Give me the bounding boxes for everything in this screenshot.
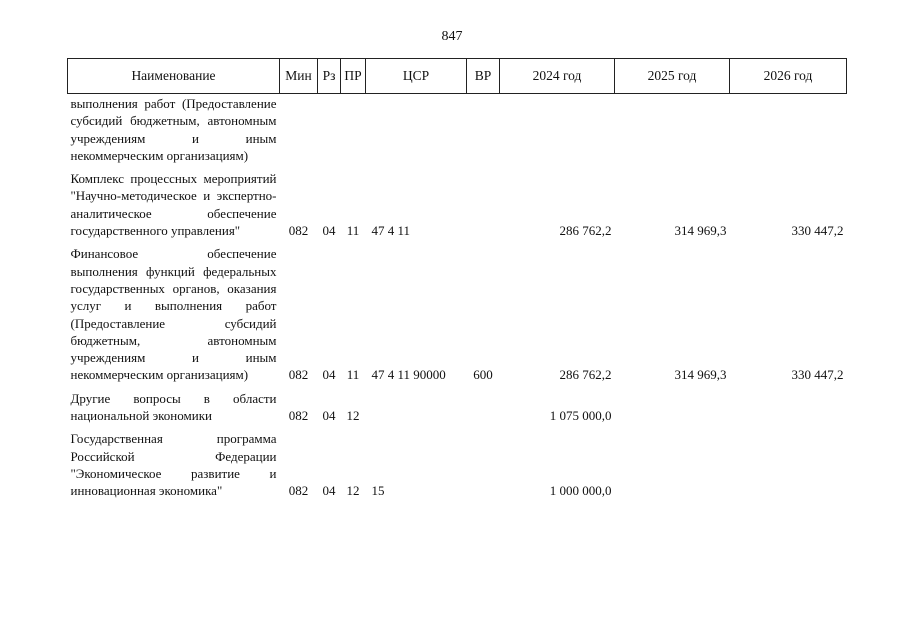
row-rz: 04 [322, 408, 336, 424]
row-2026 [730, 430, 847, 505]
row-rz: 04 [322, 223, 336, 239]
row-pr [341, 94, 366, 171]
header-csr: ЦСР [366, 59, 467, 94]
row-min: 082 [288, 408, 309, 424]
row-2025: 314 969,3 [674, 367, 727, 383]
row-min: 082 [288, 223, 309, 239]
row-2025: 314 969,3 [674, 223, 727, 239]
row-2024: 286 762,2 [559, 223, 612, 239]
row-min: 082 [288, 483, 309, 499]
row-csr: 15 [371, 483, 385, 499]
row-name: Другие вопросы в области национальной экономики [70, 390, 277, 424]
row-name: Финансовое обеспечение выполнения функций федеральных государственных органов, оказания услуг и выполнения работ (Предоставление субсидий бюджетным, автономным учреждениям и иным некоммерческим организациям) [70, 246, 277, 383]
header-2025: 2025 год [615, 59, 730, 94]
row-pr: 12 [346, 408, 360, 424]
header-2024: 2024 год [500, 59, 615, 94]
row-csr [366, 94, 467, 171]
page-number: 847 [441, 29, 463, 44]
row-rz [318, 94, 341, 171]
row-2024: 1 000 000,0 [549, 483, 612, 499]
row-2024: 286 762,2 [559, 367, 612, 383]
header-pr: ПР [341, 59, 366, 94]
budget-table [67, 58, 847, 506]
row-2024: 1 075 000,0 [549, 408, 612, 424]
row-csr [366, 390, 467, 431]
row-name: Государственная программа Российской Федерации "Экономическое развитие и инновационная экономика" [70, 431, 277, 499]
row-vr: 600 [473, 367, 493, 383]
header-rz: Рз [318, 59, 341, 94]
row-2024 [500, 94, 615, 171]
row-rz: 04 [322, 367, 336, 383]
row-pr: 12 [346, 483, 360, 499]
header-name: Наименование [68, 59, 280, 94]
row-vr [467, 390, 500, 431]
row-rz: 04 [322, 483, 336, 499]
row-vr [467, 170, 500, 245]
header-row [68, 59, 847, 94]
row-vr [467, 430, 500, 505]
header-2026: 2026 год [730, 59, 847, 94]
table-row [68, 245, 847, 389]
row-2025 [615, 390, 730, 431]
table-row [68, 170, 847, 245]
row-name: выполнения работ (Предоставление субсидий бюджетным, автономным учреждениям и иным некоммерческим организациям) [70, 96, 277, 163]
header-min: Мин [280, 59, 318, 94]
row-2025 [615, 430, 730, 505]
table-row [68, 94, 847, 171]
row-2026 [730, 94, 847, 171]
header-vr: ВР [467, 59, 500, 94]
row-2026: 330 447,2 [791, 223, 844, 239]
row-min: 082 [288, 367, 309, 383]
table-row [68, 390, 847, 431]
row-csr: 47 4 11 [371, 223, 411, 239]
row-name: Комплекс процессных мероприятий "Научно-методическое и экспертно-аналитическое обеспечение государственного управления" [70, 171, 277, 239]
row-2026: 330 447,2 [791, 367, 844, 383]
row-pr: 11 [346, 367, 360, 383]
row-csr: 47 4 11 90000 [371, 367, 446, 383]
row-vr [467, 94, 500, 171]
row-2025 [615, 94, 730, 171]
table-row [68, 430, 847, 505]
row-min [280, 94, 318, 171]
row-pr: 11 [346, 223, 360, 239]
row-2026 [730, 390, 847, 431]
